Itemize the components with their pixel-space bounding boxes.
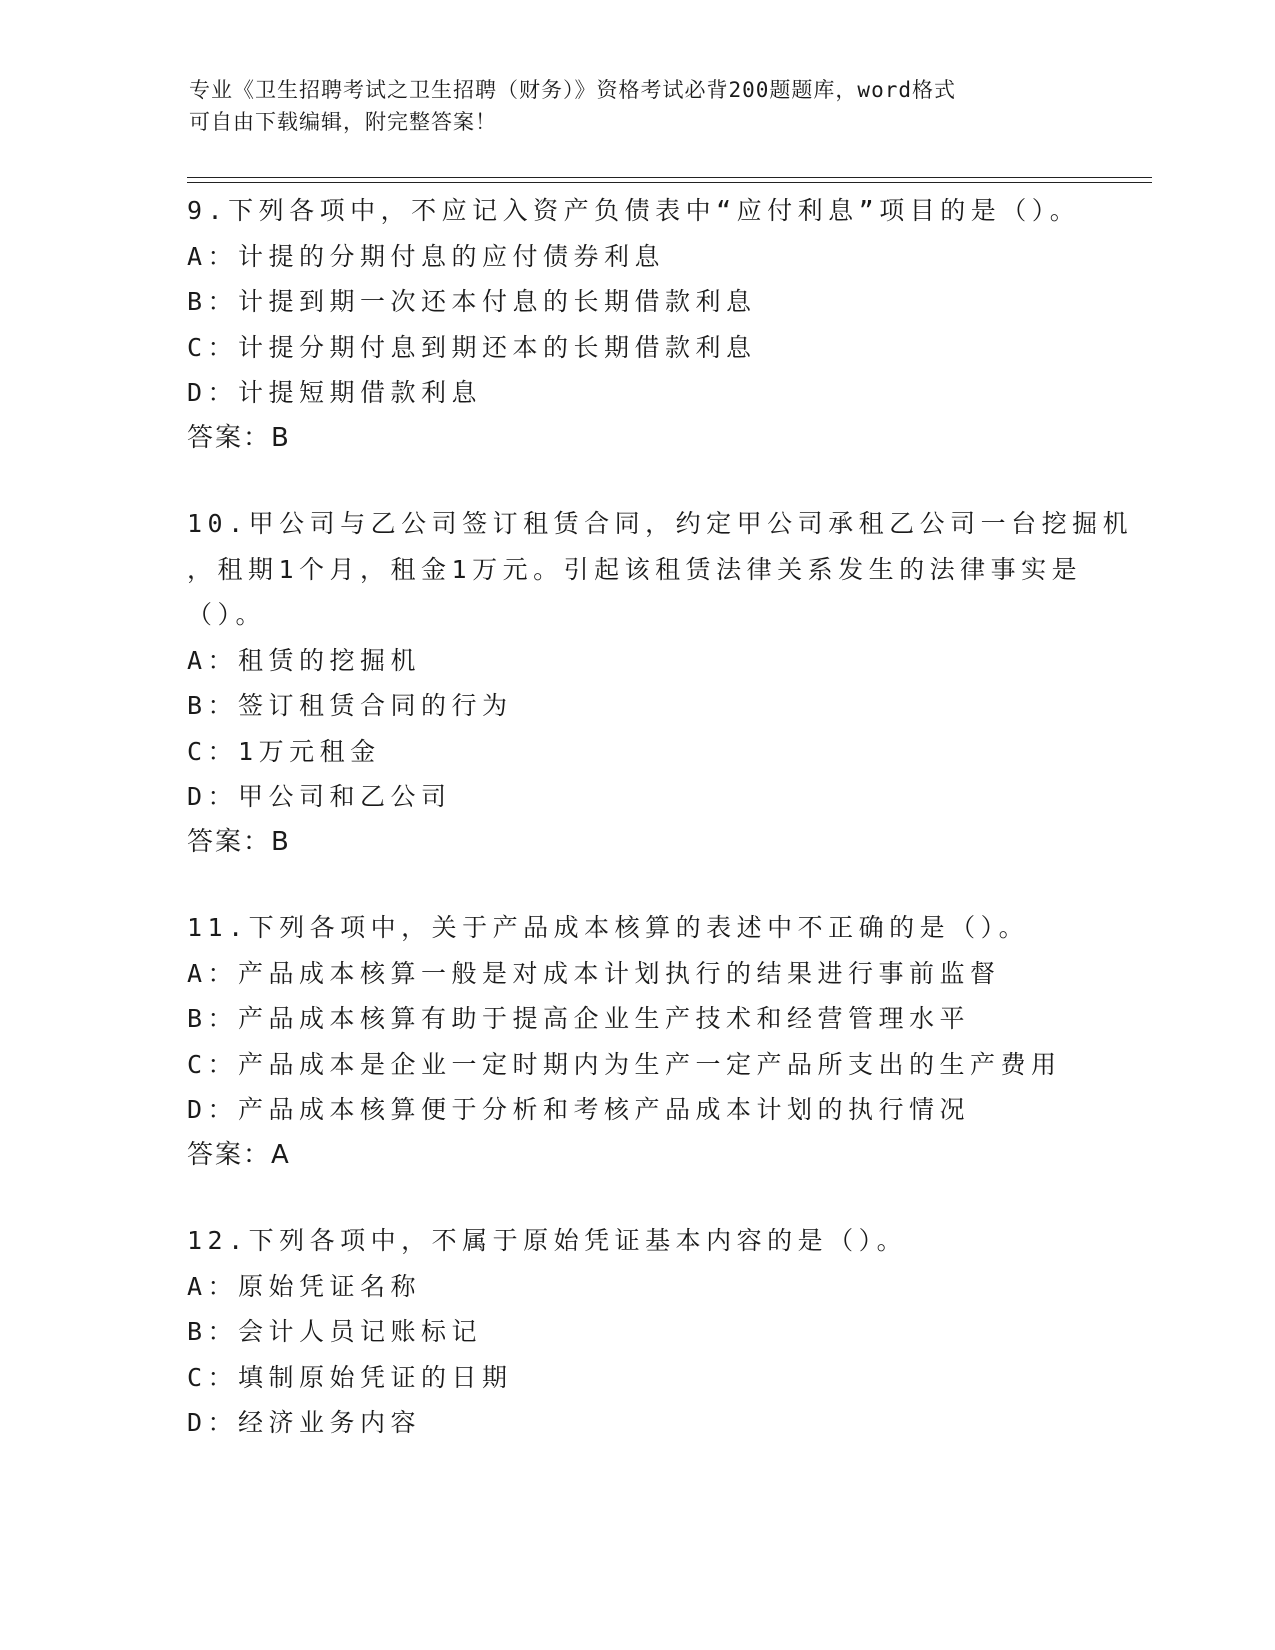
answer: 答案：B (187, 826, 291, 857)
question-stem: 12.下列各项中，不属于原始凭证基本内容的是（）。 (187, 1226, 908, 1255)
option-d: D：经济业务内容 (187, 1408, 422, 1437)
header-divider-bottom (187, 182, 1152, 183)
question-12 (187, 1218, 1107, 1446)
option-b: B：会计人员记账标记 (187, 1317, 483, 1346)
option-d: D：产品成本核算便于分析和考核产品成本计划的执行情况 (187, 1095, 971, 1124)
question-stem: 9.下列各项中，不应记入资产负债表中“应付利息”项目的是（）。 (187, 196, 1081, 225)
option-d: D：甲公司和乙公司 (187, 782, 452, 811)
question-9 (187, 188, 1107, 461)
answer: 答案：A (187, 1139, 291, 1170)
option-a: A：原始凭证名称 (187, 1271, 422, 1301)
question-stem: 10.甲公司与乙公司签订租赁合同，约定甲公司承租乙公司一台挖掘机 (187, 509, 1134, 538)
question-11 (187, 905, 1107, 1178)
question-stem-continued: （）。 (187, 600, 267, 629)
answer: 答案：B (187, 422, 291, 453)
option-c: C：计提分期付息到期还本的长期借款利息 (187, 332, 757, 362)
document-header (189, 74, 1089, 138)
option-b: B：产品成本核算有助于提高企业生产技术和经营管理水平 (187, 1004, 971, 1033)
option-c: C：填制原始凭证的日期 (187, 1362, 513, 1392)
option-c: C：产品成本是企业一定时期内为生产一定产品所支出的生产费用 (187, 1049, 1062, 1079)
header-divider-top (187, 177, 1152, 178)
option-b: B：签订租赁合同的行为 (187, 691, 513, 720)
option-c: C：1万元租金 (187, 736, 381, 766)
option-a: A：租赁的挖掘机 (187, 645, 422, 675)
option-d: D：计提短期借款利息 (187, 378, 483, 407)
header-line-2: 可自由下载编辑，附完整答案！ (189, 110, 497, 134)
option-b: B：计提到期一次还本付息的长期借款利息 (187, 287, 757, 316)
question-list (187, 188, 1134, 1486)
question-10 (187, 501, 1134, 865)
question-stem: 11.下列各项中，关于产品成本核算的表述中不正确的是（）。 (187, 913, 1030, 942)
header-line-1: 专业《卫生招聘考试之卫生招聘（财务）》资格考试必背200题题库，word格式 (189, 78, 956, 102)
question-stem-continued: ，租期1个月，租金1万元。引起该租赁法律关系发生的法律事实是 (187, 554, 1083, 584)
option-a: A：产品成本核算一般是对成本计划执行的结果进行事前监督 (187, 958, 1001, 988)
option-a: A：计提的分期付息的应付债券利息 (187, 241, 666, 271)
